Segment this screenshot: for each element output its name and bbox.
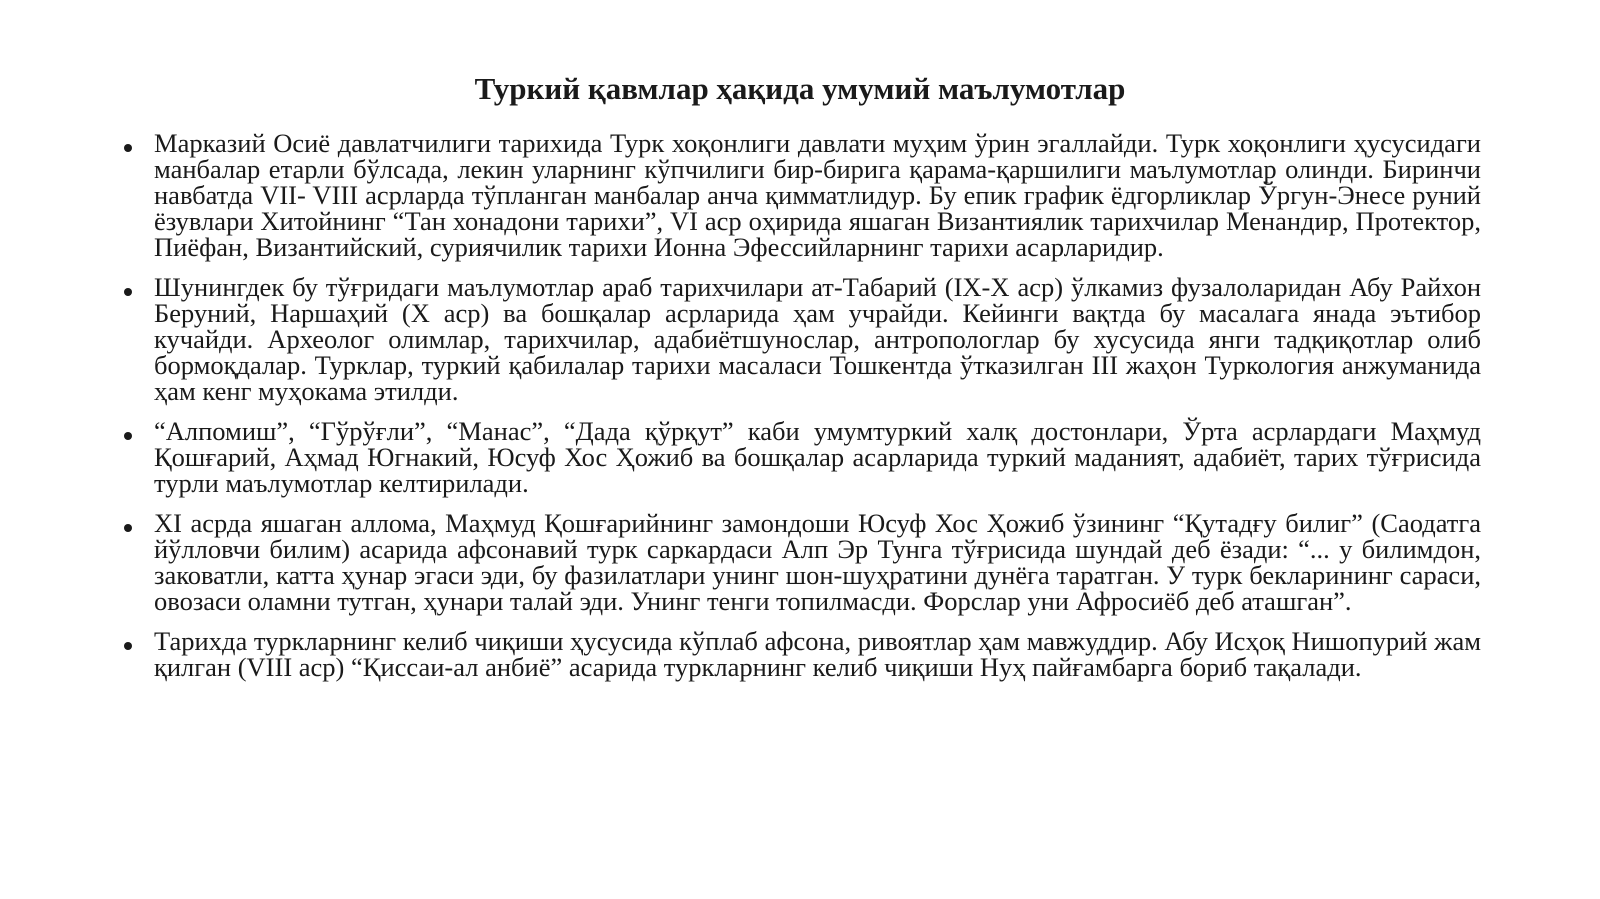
bullet-list (118, 130, 1481, 694)
bullet-item (118, 418, 1481, 496)
bullet-text: Марказий Осиё давлатчилиги тарихида Турк хоқонлиги давлати муҳим ўрин эгаллайди. Турк хоқонлиги ҳусусидаги манбалар етарли бўлсада, лекин уларнинг кўпчилиги бир-бирига қарама-қаршилиги маълумотлар олинди. Биринчи навбатда VII- VIII асрларда тўпланган манбалар анча қимматлидур. Бу епик график ёдгорликлар Ўргун-Энесе руний ёзувлари Хитойнинг “Тан хонадони тарихи”, VI аср оҳирида яшаган Византиялик тарихчилар Менандир, Протектор, Пиёфан, Византийский, суриячилик тарихи Ионна Эфессийларнинг тарихи асарларидир. (154, 128, 1481, 262)
bullet-text: XI асрда яшаган аллома, Маҳмуд Қошғарийнинг замондоши Юсуф Хос Ҳожиб ўзининг “Қутадғу билиг” (Саодатга йўлловчи билим) асарида афсонавий турк саркардаси Алп Эр Тунга тўғрисида шундай деб ёзади: “... у билимдон, заковатли, катта ҳунар эгаси эди, бу фазилатлари унинг шон-шуҳратини дунёга таратган. У турк бекларининг сараси, овозаси оламни тутган, ҳунари талай эди. Унинг тенги топилмасди. Форслар уни Афросиёб деб аташган”. (154, 508, 1481, 616)
bullet-item (118, 274, 1481, 404)
bullet-item (118, 510, 1481, 614)
bullet-dot-icon (124, 288, 132, 296)
bullet-text: Тарихда туркларнинг келиб чиқиши ҳусусида кўплаб афсона, ривоятлар ҳам мавжуддир. Абу Исҳоқ Нишопурий жам қилган (VIII аср) “Қиссаи-ал анбиё” асарида туркларнинг келиб чиқиши Нуҳ пайғамбарга бориб тақалади. (154, 626, 1481, 682)
bullet-dot-icon (124, 432, 132, 440)
bullet-text: Шунингдек бу тўғридаги маълумотлар араб тарихчилари ат-Табарий (IX-X аср) ўлкамиз фузалоларидан Абу Райхон Беруний, Наршаҳий (Х аср) ва бошқалар асрларида ҳам учрайди. Кейинги вақтда бу масалага янада эътибор кучайди. Археолог олимлар, тарихчилар, адабиётшунослар, антропологлар бу хусусида янги тадқиқотлар олиб бормоқдалар. Турклар, туркий қабилалар тарихи масаласи Тошкентда ўтказилган III жаҳон Туркология анжуманида ҳам кенг муҳокама этилди. (154, 272, 1481, 406)
bullet-dot-icon (124, 144, 132, 152)
bullet-dot-icon (124, 642, 132, 650)
bullet-text: “Алпомиш”, “Гўрўғли”, “Манас”, “Дада қўрқут” каби умумтуркий халқ достонлари, Ўрта асрлардаги Маҳмуд Қошғарий, Аҳмад Югнакий, Юсуф Хос Ҳожиб ва бошқалар асарларида туркий маданият, адабиёт, тарих тўғрисида турли маълумотлар келтирилади. (154, 416, 1481, 498)
bullet-item (118, 628, 1481, 680)
slide-title: Туркий қавмлар ҳақида умумий маълумотлар (474, 71, 1126, 106)
bullet-dot-icon (124, 524, 132, 532)
bullet-item (118, 130, 1481, 260)
